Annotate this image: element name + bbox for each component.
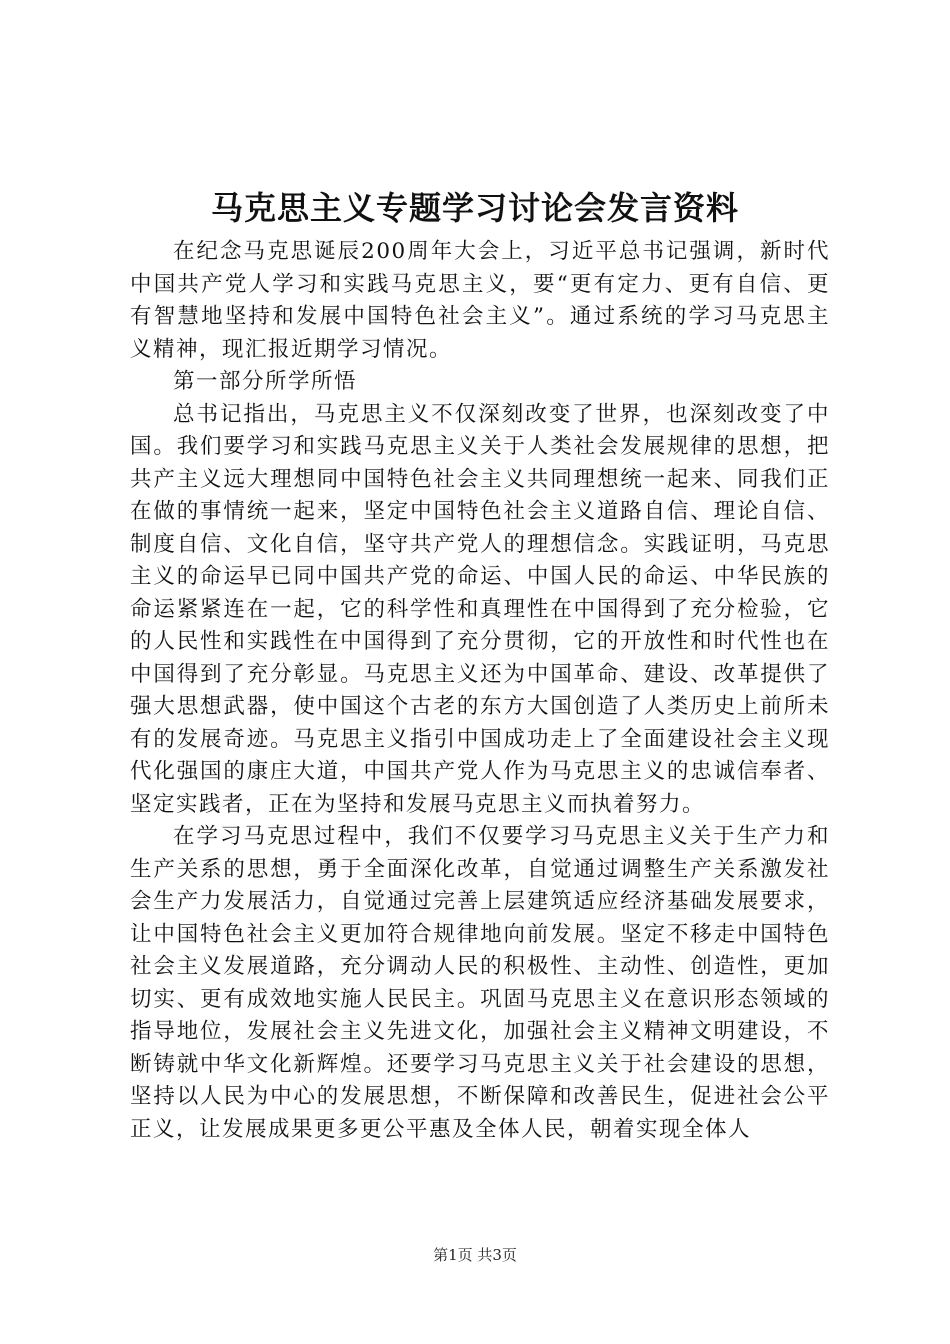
page-footer: 第1页 共3页 bbox=[433, 1246, 517, 1264]
paragraph-intro: 在纪念马克思诞辰200周年大会上，习近平总书记强调，新时代中国共产党人学习和实践马克思主义，要“更有定力、更有自信、更有智慧地坚持和发展中国特色社会主义”。通过系统的学习马克思主义精神，现汇报近期学习情况。 bbox=[130, 239, 830, 362]
paragraph-marxism-changed-china: 总书记指出，马克思主义不仅深刻改变了世界，也深刻改变了中国。我们要学习和实践马克思主义关于人类社会发展规律的思想，把共产主义远大理想同中国特色社会主义共同理想统一起来、同我们正在做的事情统一起来，坚定中国特色社会主义道路自信、理论自信、制度自信、文化自信，坚守共产党人的理想信念。实践证明，马克思主义的命运早已同中国共产党的命运、中国人民的命运、中华民族的命运紧紧连在一起，它的科学性和真理性在中国得到了充分检验，它的人民性和实践性在中国得到了充分贯彻，它的开放性和时代性也在中国得到了充分彰显。马克思主义还为中国革命、建设、改革提供了强大思想武器，使中国这个古老的东方大国创造了人类历史上前所未有的发展奇迹。马克思主义指引中国成功走上了全面建设社会主义现代化强国的康庄大道，中国共产党人作为马克思主义的忠诚信奉者、坚定实践者，正在为坚持和发展马克思主义而执着努力。 bbox=[130, 401, 830, 817]
document-body bbox=[130, 236, 830, 1146]
paragraph-learning-process: 在学习马克思过程中，我们不仅要学习马克思主义关于生产力和生产关系的思想，勇于全面深化改革，自觉通过调整生产关系激发社会生产力发展活力，自觉通过完善上层建筑适应经济基础发展要求，让中国特色社会主义更加符合规律地向前发展。坚定不移走中国特色社会主义发展道路，充分调动人民的积极性、主动性、创造性，更加切实、更有成效地实施人民民主。巩固马克思主义在意识形态领域的指导地位，发展社会主义先进文化，加强社会主义精神文明建设，不断铸就中华文化新辉煌。还要学习马克思主义关于社会建设的思想，坚持以人民为中心的发展思想，不断保障和改善民生，促进社会公平正义，让发展成果更多更公平惠及全体人民，朝着实现全体人 bbox=[130, 824, 830, 1142]
section-heading: 第一部分所学所悟 bbox=[173, 369, 358, 394]
document-title: 马克思主义专题学习讨论会发言资料 bbox=[210, 189, 739, 227]
